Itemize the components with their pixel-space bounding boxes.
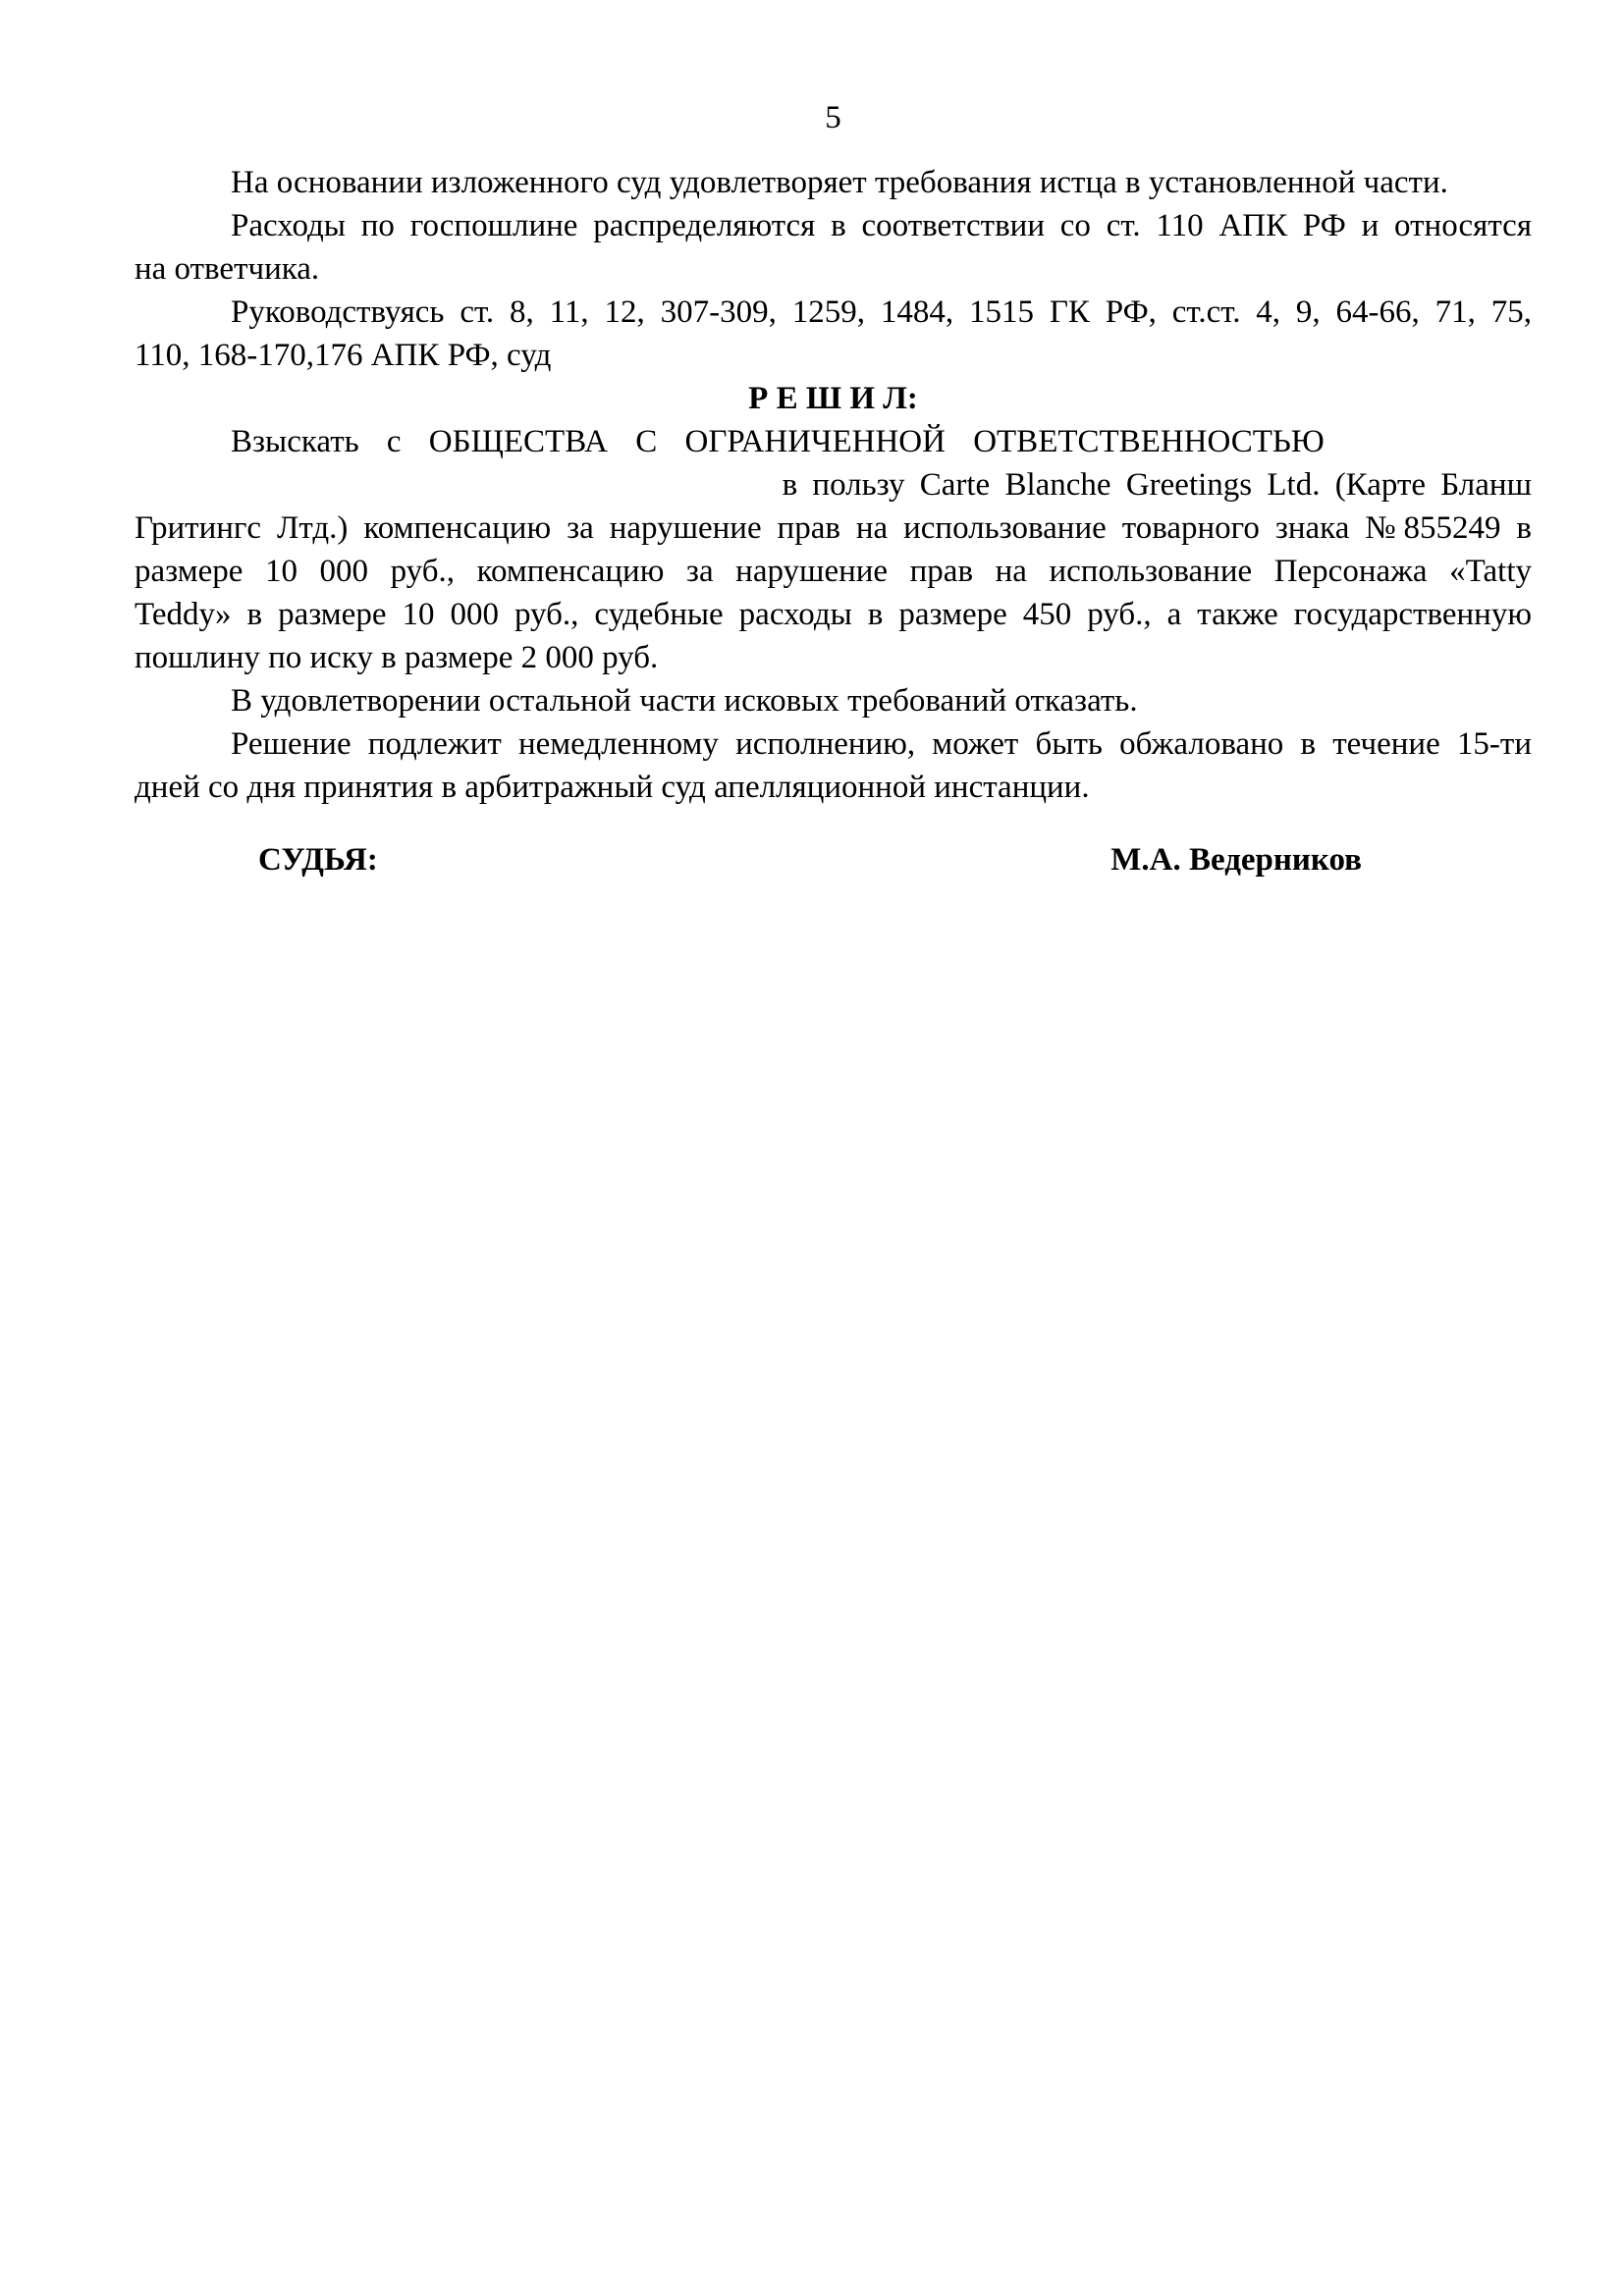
resolution-line-9: дней со дня принятия в арбитражный суд апелляционной инстанции. [135,770,1090,805]
resolution-line-5: Teddy» в размере 10 000 руб., судебные расходы в размере 450 руб., а также государственную [135,597,1532,632]
resolution-line-4: размере 10 000 руб., компенсацию за нарушение прав на использование Персонажа «Tatty [135,554,1532,589]
resolution-line-6: пошлину по иску в размере 2 000 руб. [135,640,659,675]
resolution-line-7: В удовлетворении остальной части исковых требований отказать. [231,683,1138,719]
resolution-heading: Р Е Ш И Л: [748,381,918,416]
page-number: 5 [825,100,841,135]
intro-line-5: 110, 168-170,176 АПК РФ, суд [135,338,552,373]
resolution-line-1: Взыскать с ОБЩЕСТВА С ОГРАНИЧЕННОЙ ОТВЕТСТВЕННОСТЬЮ [231,424,1325,459]
resolution-line-3: Гритингс Лтд.) компенсацию за нарушение прав на использование товарного знака №855249 в [135,510,1532,546]
resolution-line-2: в пользу Carte Blanche Greetings Ltd. (Карте Бланш [782,467,1532,503]
signature-row [135,838,1532,881]
judge-name: М.А. Ведерников [1110,842,1362,878]
judge-label: СУДЬЯ: [258,842,378,878]
document-body [135,161,1532,809]
intro-line-2: Расходы по госпошлине распределяются в соответствии со ст. 110 АПК РФ и относятся [231,208,1532,243]
intro-line-3: на ответчика. [135,251,320,287]
resolution-line-8: Решение подлежит немедленному исполнению, может быть обжаловано в течение 15-ти [231,726,1532,762]
intro-line-4: Руководствуясь ст. 8, 11, 12, 307-309, 1259, 1484, 1515 ГК РФ, ст.ст. 4, 9, 64-66, 71, 75, [231,294,1532,330]
intro-line-1: На основании изложенного суд удовлетворяет требования истца в установленной части. [231,165,1448,200]
